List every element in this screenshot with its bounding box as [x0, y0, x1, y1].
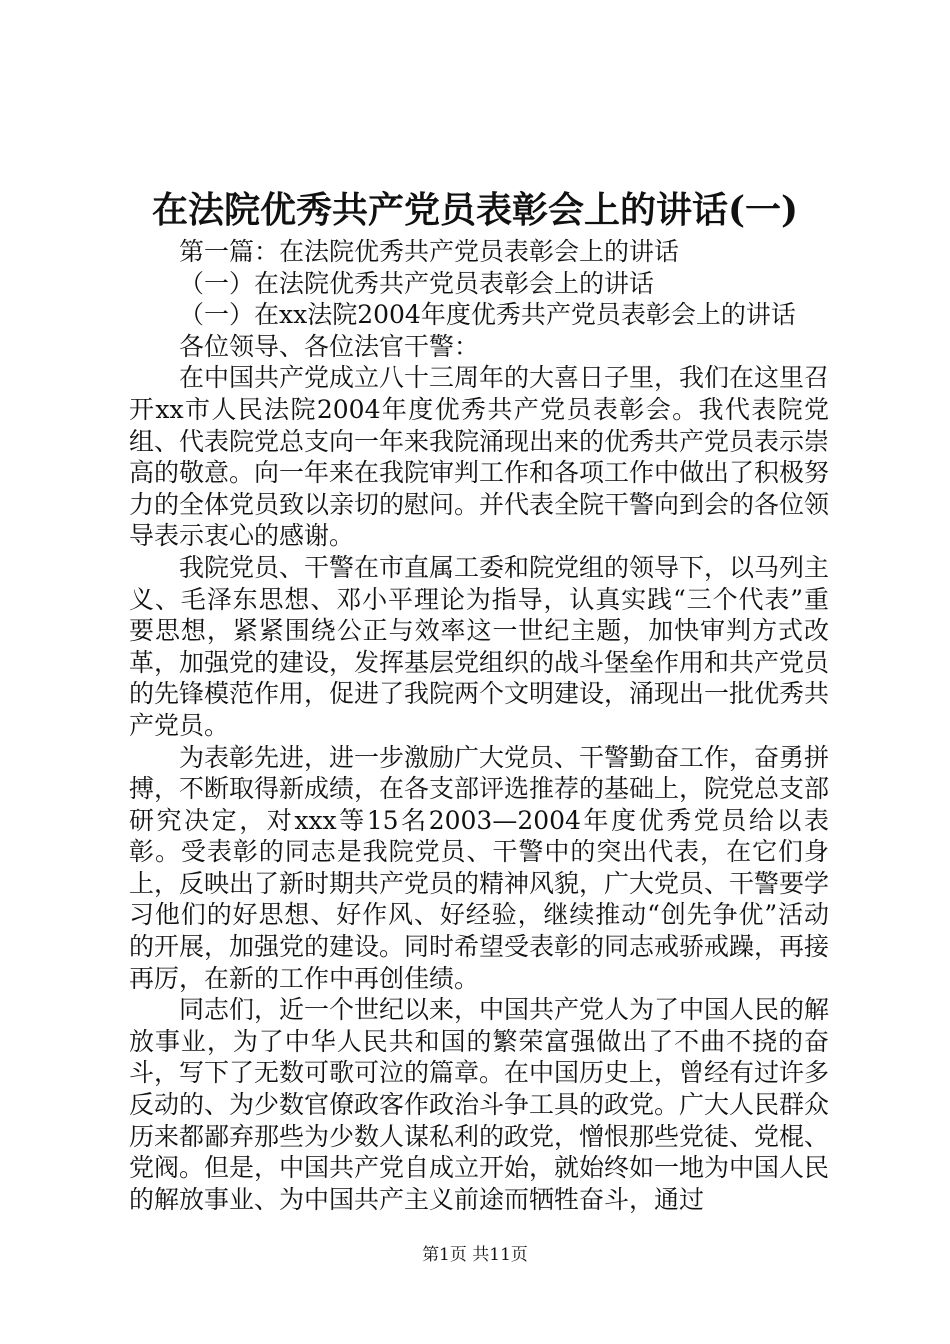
paragraph: 同志们，近一个世纪以来，中国共产党人为了中国人民的解放事业，为了中华人民共和国的繁荣富强做出了不曲不挠的奋斗，写下了无数可歌可泣的篇章。在中国历史上，曾经有过许多反动的、为少数官僚政客作政治斗争工具的政党。广大人民群众历来都鄙弃那些为少数人谋私利的政党，憎恨那些党徒、党棍、党阀。但是，中国共产党自成立开始，就始终如一地为中国人民的解放事业、为中国共产主义前途而牺牲奋斗，通过 — [129, 995, 830, 1214]
document-body — [129, 236, 829, 1215]
paragraph: 我院党员、干警在市直属工委和院党组的领导下，以马列主义、毛泽东思想、邓小平理论为指导，认真实践“三个代表”重要思想，紧紧围绕公正与效率这一世纪主题，加快审判方式改革，加强党的建设，发挥基层党组织的战斗堡垒作用和共产党员的先锋模范作用，促进了我院两个文明建设，涌现出一批优秀共产党员。 — [129, 552, 830, 740]
paragraph: 在中国共产党成立八十三周年的大喜日子里，我们在这里召开xx市人民法院2004年度优秀共产党员表彰会。我代表院党组、代表院党总支向一年来我院涌现出来的优秀共产党员表示崇高的敬意。向一年来在我院审判工作和各项工作中做出了积极努力的全体党员致以亲切的慰问。并代表全院干警向到会的各位领导表示衷心的感谢。 — [129, 363, 830, 551]
heading-section-one: （一）在法院优秀共产党员表彰会上的讲话 — [179, 268, 655, 298]
heading-speech-title: （一）在xx法院2004年度优秀共产党员表彰会上的讲话 — [179, 300, 796, 330]
document-title: 在法院优秀共产党员表彰会上的讲话(一) — [151, 189, 799, 231]
page-number-footer: 第1页 共11页 — [422, 1245, 528, 1265]
paragraph: 为表彰先进，进一步激励广大党员、干警勤奋工作，奋勇拼搏，不断取得新成绩，在各支部评选推荐的基础上，院党总支部研究决定，对xxx等15名2003—2004年度优秀党员给以表彰。受表彰的同志是我院党员、干警中的突出代表，在它们身上，反映出了新时期共产党员的精神风貌，广大党员、干警要学习他们的好思想、好作风、好经验，继续推动“创先争优”活动的开展，加强党的建设。同时希望受表彰的同志戒骄戒躁，再接再厉，在新的工作中再创佳绩。 — [129, 742, 830, 993]
heading-part-one: 第一篇：在法院优秀共产党员表彰会上的讲话 — [179, 237, 680, 266]
salutation: 各位领导、各位法官干警： — [179, 331, 480, 361]
